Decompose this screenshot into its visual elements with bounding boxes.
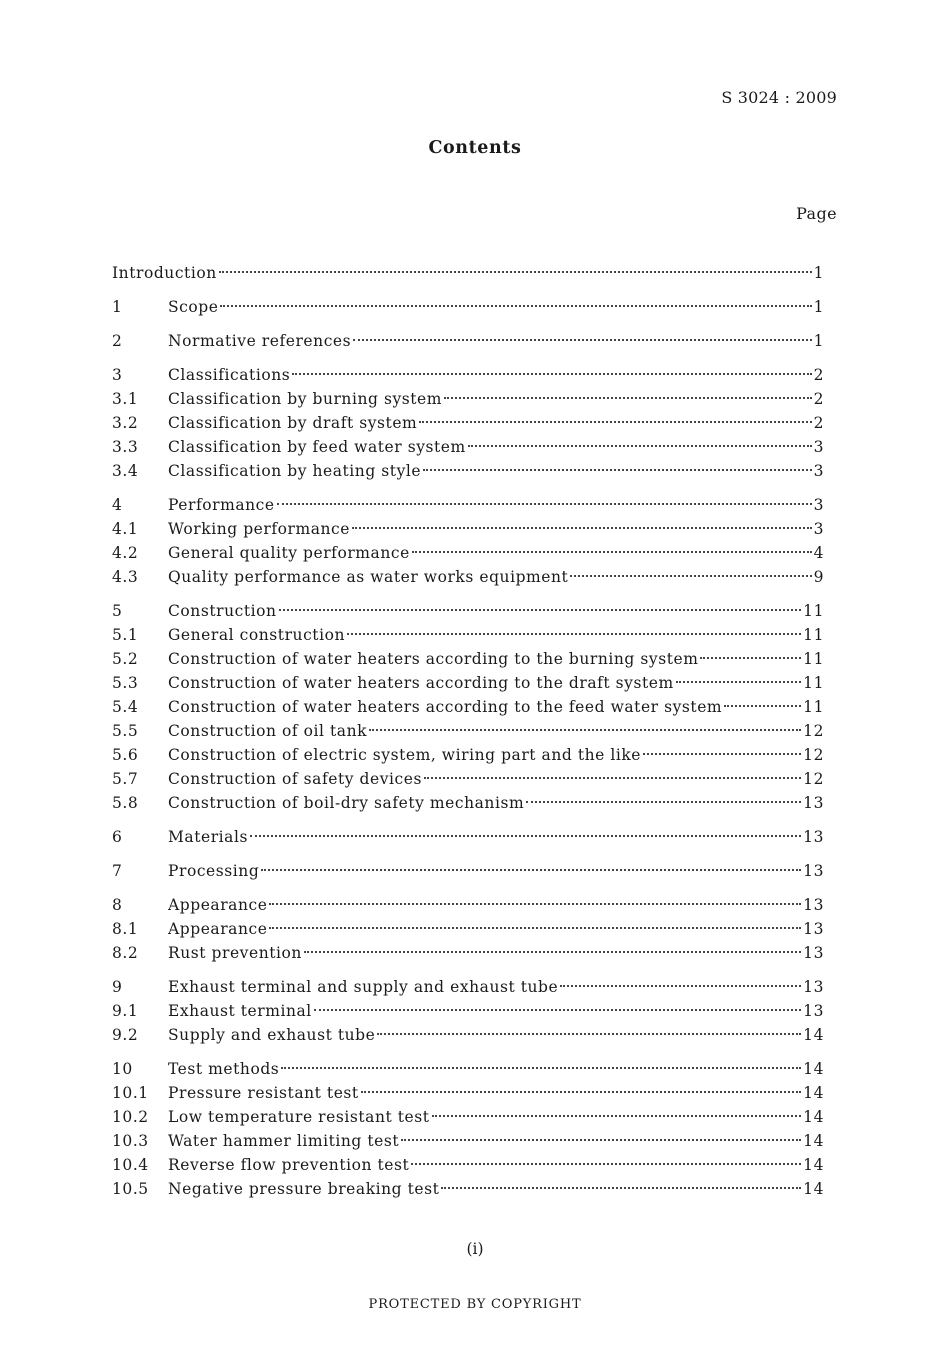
toc-entry[interactable] xyxy=(112,944,824,968)
page-column-label: Page xyxy=(796,204,837,223)
toc-entry-number: 10.5 xyxy=(112,1180,149,1198)
toc-entry-page: 3 xyxy=(813,438,824,456)
toc-entry-page: 2 xyxy=(813,366,824,384)
toc-entry-page: 12 xyxy=(803,722,824,740)
toc-entry-title: Construction of water heaters according to the draft system xyxy=(168,674,674,692)
toc-entry-page: 13 xyxy=(803,978,824,996)
toc-entry-title: Processing xyxy=(168,862,260,880)
toc-dot-leader xyxy=(570,575,811,577)
toc-dot-leader xyxy=(250,835,801,837)
toc-entry-title: Normative references xyxy=(168,332,352,350)
toc-entry-title: Classification by burning system xyxy=(168,390,443,408)
toc-entry[interactable] xyxy=(112,1026,824,1050)
toc-entry-number: 10.1 xyxy=(112,1084,149,1102)
toc-entry[interactable] xyxy=(112,298,824,322)
toc-entry-number: 5.5 xyxy=(112,722,139,740)
toc-dot-leader xyxy=(269,927,801,929)
toc-entry-number: 3 xyxy=(112,366,123,384)
toc-entry-title: Performance xyxy=(168,496,275,514)
toc-entry[interactable] xyxy=(112,674,824,698)
toc-entry-page: 13 xyxy=(803,944,824,962)
toc-entry-number: 5.2 xyxy=(112,650,139,668)
toc-entry-title: Working performance xyxy=(168,520,351,538)
page-title: Contents xyxy=(428,138,522,158)
copyright-notice: PROTECTED BY COPYRIGHT xyxy=(368,1297,582,1312)
toc-entry[interactable] xyxy=(112,978,824,1002)
toc-group xyxy=(112,496,824,592)
toc-entry-number: 9.2 xyxy=(112,1026,139,1044)
toc-group xyxy=(112,332,824,356)
toc-entry-number: 4.1 xyxy=(112,520,139,538)
footer-page-number: (i) xyxy=(466,1240,484,1258)
toc-dot-leader xyxy=(643,753,801,755)
toc-entry-number: 6 xyxy=(112,828,123,846)
toc-entry-title: Reverse flow prevention test xyxy=(168,1156,410,1174)
toc-dot-leader xyxy=(352,527,812,529)
toc-entry-title: Supply and exhaust tube xyxy=(168,1026,376,1044)
toc-entry-number: 7 xyxy=(112,862,123,880)
toc-group xyxy=(112,264,824,288)
toc-entry-page: 13 xyxy=(803,828,824,846)
toc-entry[interactable] xyxy=(112,698,824,722)
toc-entry-title: Low temperature resistant test xyxy=(168,1108,430,1126)
toc-entry-number: 5.7 xyxy=(112,770,139,788)
toc-entry[interactable] xyxy=(112,1132,824,1156)
toc-dot-leader xyxy=(304,951,801,953)
toc-entry-number: 4 xyxy=(112,496,123,514)
toc-dot-leader xyxy=(279,609,802,611)
toc-dot-leader xyxy=(377,1033,801,1035)
toc-entry-title: Materials xyxy=(168,828,248,846)
toc-entry-title: Classification by heating style xyxy=(168,462,422,480)
toc-entry-number: 5.8 xyxy=(112,794,139,812)
toc-entry-page: 13 xyxy=(803,794,824,812)
toc-entry[interactable] xyxy=(112,626,824,650)
toc-entry-page: 3 xyxy=(813,520,824,538)
toc-group xyxy=(112,828,824,852)
toc-dot-leader xyxy=(560,985,801,987)
toc-entry-number: 4.3 xyxy=(112,568,139,586)
toc-entry-number: 1 xyxy=(112,298,123,316)
toc-entry-number: 5 xyxy=(112,602,123,620)
toc-entry-page: 11 xyxy=(803,626,824,644)
toc-entry-number: 3.3 xyxy=(112,438,139,456)
toc-entry[interactable] xyxy=(112,1060,824,1084)
toc-entry-number: 3.2 xyxy=(112,414,139,432)
toc-entry-number: 9 xyxy=(112,978,123,996)
toc-entry-page: 2 xyxy=(813,390,824,408)
toc-dot-leader xyxy=(700,657,801,659)
toc-entry-page: 13 xyxy=(803,862,824,880)
toc-entry[interactable] xyxy=(112,722,824,746)
toc-entry-page: 11 xyxy=(803,602,824,620)
toc-entry-title: Scope xyxy=(168,298,219,316)
toc-entry-number: 3.1 xyxy=(112,390,139,408)
toc-entry-number: 5.3 xyxy=(112,674,139,692)
toc-entry-number: 4.2 xyxy=(112,544,139,562)
toc-entry-page: 2 xyxy=(813,414,824,432)
toc-entry-page: 1 xyxy=(813,332,824,350)
toc-dot-leader xyxy=(526,801,801,803)
toc-dot-leader xyxy=(261,869,801,871)
toc-entry-title: Appearance xyxy=(168,920,268,938)
toc-dot-leader xyxy=(724,705,801,707)
toc-entry-page: 14 xyxy=(803,1084,824,1102)
toc-dot-leader xyxy=(353,339,811,341)
toc-entry-title: Construction of oil tank xyxy=(168,722,368,740)
toc-entry[interactable] xyxy=(112,438,824,462)
toc-entry-page: 1 xyxy=(813,264,824,282)
toc-entry-title: Classifications xyxy=(168,366,291,384)
toc-entry-page: 13 xyxy=(803,1002,824,1020)
toc-entry[interactable] xyxy=(112,390,824,414)
toc-entry-page: 4 xyxy=(813,544,824,562)
toc-group xyxy=(112,862,824,886)
toc-dot-leader xyxy=(468,445,812,447)
toc-dot-leader xyxy=(220,305,811,307)
toc-dot-leader xyxy=(361,1091,801,1093)
toc-dot-leader xyxy=(219,271,812,273)
toc-entry-title: Exhaust terminal and supply and exhaust tube xyxy=(168,978,559,996)
toc-group xyxy=(112,1060,824,1204)
toc-dot-leader xyxy=(441,1187,801,1189)
toc-entry-title: Construction of safety devices xyxy=(168,770,422,788)
toc-entry-number: 3.4 xyxy=(112,462,139,480)
table-of-contents xyxy=(112,264,824,1214)
toc-entry[interactable] xyxy=(112,896,824,920)
toc-entry-page: 12 xyxy=(803,770,824,788)
toc-entry-title: Classification by draft system xyxy=(168,414,418,432)
toc-group xyxy=(112,298,824,322)
toc-entry-page: 11 xyxy=(803,698,824,716)
toc-entry-title: Construction of water heaters according to the burning system xyxy=(168,650,699,668)
toc-entry-number: 8.2 xyxy=(112,944,139,962)
toc-entry[interactable] xyxy=(112,794,824,818)
toc-entry-title: Introduction xyxy=(112,264,217,282)
toc-entry[interactable] xyxy=(112,332,824,356)
toc-entry[interactable] xyxy=(112,602,824,626)
toc-entry-title: Negative pressure breaking test xyxy=(168,1180,440,1198)
toc-entry-number: 5.4 xyxy=(112,698,139,716)
toc-entry-number: 9.1 xyxy=(112,1002,139,1020)
toc-dot-leader xyxy=(424,777,801,779)
toc-entry-title: General quality performance xyxy=(168,544,410,562)
toc-entry-number: 8.1 xyxy=(112,920,139,938)
toc-entry[interactable] xyxy=(112,568,824,592)
toc-entry-number: 8 xyxy=(112,896,123,914)
toc-entry[interactable] xyxy=(112,496,824,520)
toc-entry-page: 3 xyxy=(813,496,824,514)
toc-entry-title: Rust prevention xyxy=(168,944,302,962)
toc-entry-page: 13 xyxy=(803,896,824,914)
toc-entry[interactable] xyxy=(112,1180,824,1204)
toc-entry-number: 2 xyxy=(112,332,123,350)
toc-entry-page: 3 xyxy=(813,462,824,480)
toc-entry-title: Construction xyxy=(168,602,277,620)
toc-entry[interactable] xyxy=(112,366,824,390)
toc-entry-title: Pressure resistant test xyxy=(168,1084,359,1102)
toc-entry[interactable] xyxy=(112,1002,824,1026)
toc-entry-page: 12 xyxy=(803,746,824,764)
toc-entry-page: 14 xyxy=(803,1180,824,1198)
toc-dot-leader xyxy=(423,469,811,471)
toc-entry-page: 9 xyxy=(813,568,824,586)
toc-dot-leader xyxy=(277,503,812,505)
toc-entry-page: 14 xyxy=(803,1132,824,1150)
toc-dot-leader xyxy=(401,1139,801,1141)
toc-entry-page: 1 xyxy=(813,298,824,316)
toc-entry-number: 5.1 xyxy=(112,626,139,644)
toc-entry[interactable] xyxy=(112,544,824,568)
toc-entry[interactable] xyxy=(112,746,824,770)
toc-entry-page: 13 xyxy=(803,920,824,938)
toc-entry-page: 14 xyxy=(803,1060,824,1078)
toc-entry[interactable] xyxy=(112,1156,824,1180)
toc-entry-title: Appearance xyxy=(168,896,268,914)
toc-entry-title: Test methods xyxy=(168,1060,280,1078)
toc-entry-number: 10.3 xyxy=(112,1132,149,1150)
toc-entry[interactable] xyxy=(112,828,824,852)
toc-dot-leader xyxy=(419,421,811,423)
toc-dot-leader xyxy=(281,1067,801,1069)
toc-entry-title: Classification by feed water system xyxy=(168,438,466,456)
toc-entry[interactable] xyxy=(112,264,824,288)
toc-group xyxy=(112,602,824,818)
toc-dot-leader xyxy=(269,903,801,905)
toc-dot-leader xyxy=(292,373,811,375)
toc-group xyxy=(112,366,824,486)
toc-entry-title: Quality performance as water works equipment xyxy=(168,568,569,586)
toc-dot-leader xyxy=(347,633,801,635)
toc-entry[interactable] xyxy=(112,1084,824,1108)
standard-code: S 3024 : 2009 xyxy=(721,88,837,107)
toc-dot-leader xyxy=(314,1009,801,1011)
toc-entry-number: 5.6 xyxy=(112,746,139,764)
toc-dot-leader xyxy=(676,681,801,683)
toc-entry-number: 10 xyxy=(112,1060,133,1078)
toc-entry-page: 14 xyxy=(803,1156,824,1174)
toc-entry-number: 10.4 xyxy=(112,1156,149,1174)
toc-entry[interactable] xyxy=(112,862,824,886)
toc-dot-leader xyxy=(432,1115,802,1117)
toc-entry-page: 11 xyxy=(803,674,824,692)
toc-dot-leader xyxy=(412,551,812,553)
toc-entry-number: 10.2 xyxy=(112,1108,149,1126)
toc-entry-title: Construction of electric system, wiring part and the like xyxy=(168,746,642,764)
toc-entry-title: Water hammer limiting test xyxy=(168,1132,400,1150)
toc-entry[interactable] xyxy=(112,520,824,544)
toc-entry-page: 14 xyxy=(803,1108,824,1126)
toc-entry-title: General construction xyxy=(168,626,345,644)
toc-entry[interactable] xyxy=(112,462,824,486)
toc-entry[interactable] xyxy=(112,650,824,674)
toc-entry-title: Exhaust terminal xyxy=(168,1002,312,1020)
toc-entry[interactable] xyxy=(112,1108,824,1132)
toc-entry-title: Construction of water heaters according to the feed water system xyxy=(168,698,723,716)
toc-dot-leader xyxy=(444,397,812,399)
toc-entry[interactable] xyxy=(112,920,824,944)
toc-group xyxy=(112,896,824,968)
toc-entry-title: Construction of boil-dry safety mechanism xyxy=(168,794,525,812)
toc-entry-page: 14 xyxy=(803,1026,824,1044)
toc-entry[interactable] xyxy=(112,770,824,794)
toc-entry[interactable] xyxy=(112,414,824,438)
toc-group xyxy=(112,978,824,1050)
toc-dot-leader xyxy=(411,1163,801,1165)
toc-dot-leader xyxy=(369,729,801,731)
toc-entry-page: 11 xyxy=(803,650,824,668)
